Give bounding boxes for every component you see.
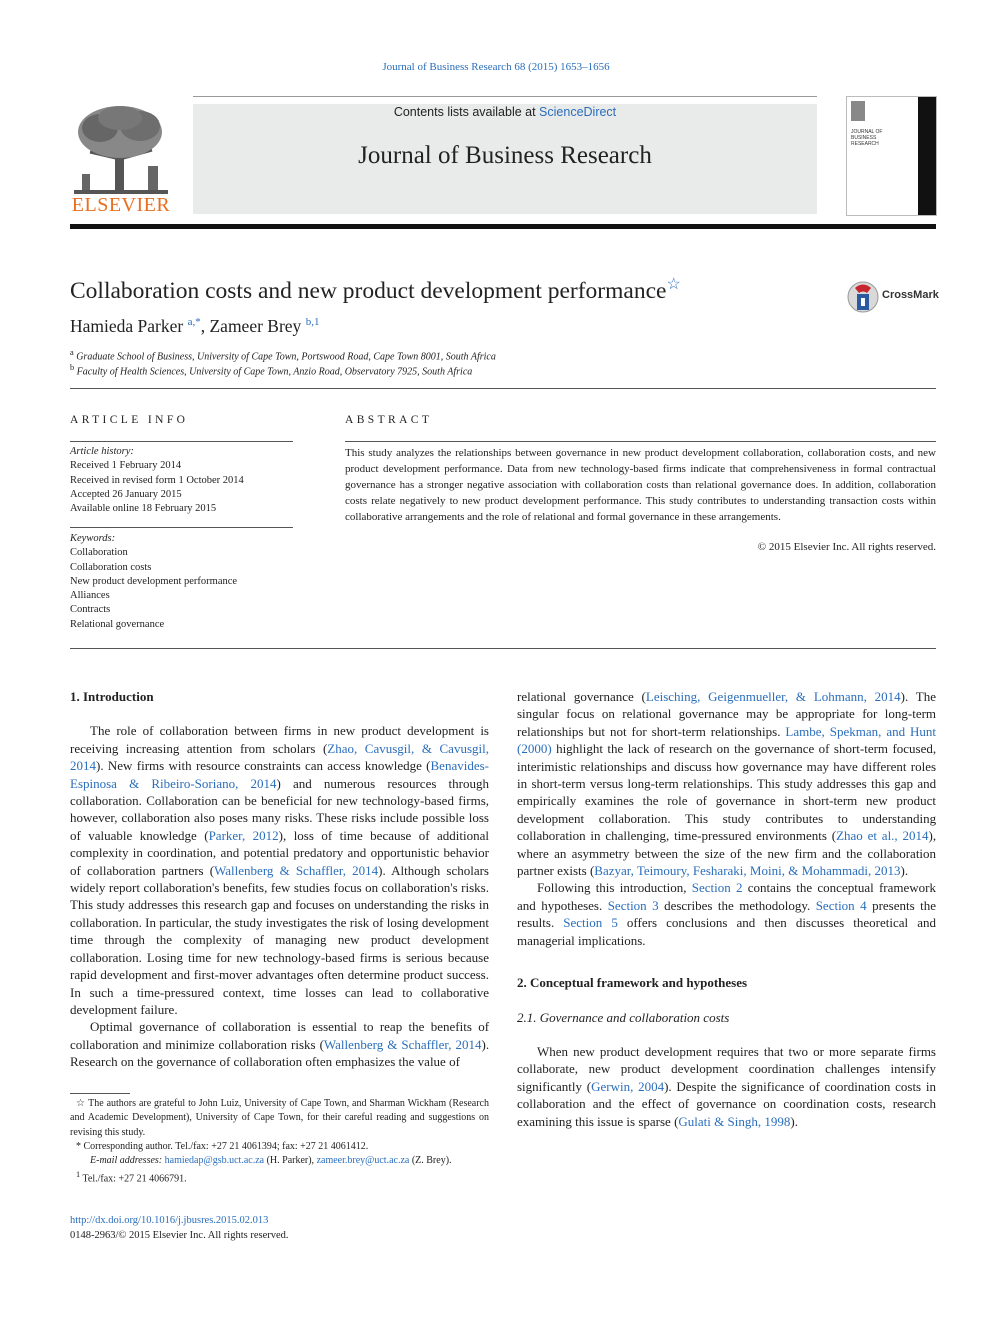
text-run <box>877 706 884 721</box>
text-run: governance <box>742 758 803 774</box>
text-run: collaboration. <box>598 810 671 826</box>
title-footnote-mark[interactable]: ☆ <box>666 276 681 293</box>
text-run: not <box>609 723 627 739</box>
abstract-copyright: © 2015 Elsevier Inc. All rights reserved. <box>757 541 936 553</box>
text-run: to <box>837 810 848 826</box>
section-heading: 1. Introduction <box>70 689 154 704</box>
text-run: of <box>219 1054 231 1070</box>
text-run: of <box>205 1019 217 1035</box>
text-run: collaboration <box>218 1036 288 1052</box>
body-paragraph <box>70 722 489 1018</box>
section-heading: 2. Conceptual framework and hypotheses <box>517 975 748 991</box>
text-run: contains the conceptual framework and hypotheses. <box>517 880 936 913</box>
keywords <box>70 532 293 632</box>
cover-strip <box>918 97 936 215</box>
journal-cover-thumbnail[interactable] <box>846 96 937 216</box>
text-run: describes the methodology. <box>658 897 816 913</box>
text-run: presents the results. <box>517 897 937 931</box>
citation-link[interactable]: 2014 <box>455 1036 482 1052</box>
citation-link[interactable]: Schaffler, <box>401 1036 452 1052</box>
spacer <box>517 992 936 1009</box>
text-run: Optimal <box>90 1019 133 1035</box>
contents-available-line <box>193 105 817 119</box>
text-run <box>671 706 678 721</box>
keywords-label: Keywords: <box>70 533 116 544</box>
sciencedirect-link[interactable]: ScienceDirect <box>539 105 617 119</box>
footnote <box>70 1168 489 1187</box>
text-run: the <box>398 1054 415 1070</box>
text-run: how <box>715 758 739 774</box>
text-run: research <box>668 741 713 757</box>
citation-link[interactable] <box>700 689 708 704</box>
elsevier-wordmark: ELSEVIER <box>71 194 171 216</box>
subsection-heading: 2.1. Governance and collaboration costs <box>517 1009 730 1025</box>
text-run: governance <box>573 689 634 704</box>
text-run: When new product development requires that two or more separate firms collaborate, new product development coordination challenges intensify significantly ( <box>517 1043 936 1094</box>
text-run: firm <box>794 845 817 861</box>
text-run: asymmetry <box>571 845 630 861</box>
citation-link[interactable]: & <box>788 863 799 879</box>
abstract-heading: ABSTRACT <box>345 414 433 426</box>
text-run: study <box>722 810 751 826</box>
spacer <box>70 705 489 722</box>
text-run: time-pressured <box>674 828 752 844</box>
keyword: Relational governance <box>70 618 165 630</box>
footnote-emails <box>70 1154 489 1168</box>
text-run: short-term <box>833 741 889 757</box>
email-owner: (Z. Brey). <box>409 1155 452 1167</box>
text-run <box>671 811 685 826</box>
text-run: This <box>756 776 781 792</box>
citation-link[interactable] <box>788 689 796 704</box>
text-run: The <box>915 689 936 704</box>
text-run: ). <box>481 1036 490 1052</box>
text-run: long-term <box>884 706 937 722</box>
footnotes <box>70 1097 489 1187</box>
text-run: ( <box>319 1036 324 1052</box>
text-run: in <box>590 828 601 844</box>
text-run: for <box>862 706 878 722</box>
text-run: be <box>775 706 789 722</box>
article-history <box>70 445 293 516</box>
text-run: often <box>305 1054 333 1070</box>
body-paragraph <box>517 879 936 949</box>
body-column-left <box>70 688 489 1071</box>
text-run: singular <box>517 706 559 722</box>
citation-link[interactable]: and <box>886 723 906 739</box>
text-run: governance <box>138 1019 199 1035</box>
text-run: empirically <box>517 793 577 809</box>
author-affil-mark[interactable]: b,1 <box>305 316 320 329</box>
text-run <box>634 793 643 808</box>
citation-link[interactable]: Zhao <box>836 828 863 844</box>
citation-link[interactable]: Bazyar, <box>594 863 634 879</box>
divider <box>70 441 293 442</box>
text-run: of <box>730 845 741 861</box>
text-run: gap <box>894 776 914 792</box>
text-run <box>708 811 723 826</box>
tree-icon <box>70 104 172 196</box>
citation-link[interactable]: et <box>867 828 877 844</box>
text-run: ) and numerous resources through collaboration. Collaboration can be beneficial for new technology-based firms, however, collaboration also poses many risks. These risks include possible loss of valuable knowledge ( <box>70 775 489 843</box>
text-run: size <box>704 845 725 861</box>
text-run <box>888 793 897 808</box>
author-list <box>70 316 319 337</box>
footnote-text: Tel./fax: +27 21 4066791. <box>82 1173 187 1185</box>
article-title-text: Collaboration costs and new product development performance <box>70 277 667 304</box>
text-run <box>776 793 785 808</box>
text-run: focus <box>566 706 595 722</box>
affiliation <box>70 348 496 362</box>
text-run: reap <box>379 1019 403 1035</box>
text-run: understanding <box>862 810 937 826</box>
text-run: highlight <box>556 741 604 757</box>
citation-link[interactable]: & <box>387 1036 398 1052</box>
text-run <box>823 811 838 826</box>
text-run: addresses <box>816 776 867 792</box>
history-item: Accepted 26 January 2015 <box>70 488 182 500</box>
divider <box>70 527 293 528</box>
text-run: and <box>142 1036 162 1052</box>
text-run: role <box>667 793 688 809</box>
citation-link[interactable]: (2000) <box>517 741 552 757</box>
citation-link[interactable]: Wallenberg & Schaffler, 2014 <box>214 862 379 878</box>
text-run: new <box>865 793 888 809</box>
text-run: challenging, <box>605 828 670 844</box>
text-run: new <box>767 845 790 861</box>
text-run: ( <box>831 828 837 844</box>
citation-link[interactable]: Gulati & Singh, 1998 <box>678 1113 791 1129</box>
citation-link[interactable]: Wallenberg <box>323 1036 384 1052</box>
text-run: roles <box>910 758 937 774</box>
doi-link-container[interactable] <box>70 1215 268 1226</box>
text-run: value <box>417 1054 446 1070</box>
text-run: lack <box>627 741 650 757</box>
text-run: to <box>363 1019 374 1035</box>
affiliation-text: Graduate School of Business, University of Cape Town, Portswood Road, Cape Town 8001, South Africa <box>76 351 496 363</box>
text-run: partner <box>517 863 554 879</box>
text-run: relational <box>517 689 567 704</box>
keyword: Collaboration costs <box>70 561 152 573</box>
text-run: product <box>896 793 937 809</box>
text-run <box>908 689 916 704</box>
citation-link[interactable]: Journal of Business Research 68 (2015) 1653–1656 <box>382 61 610 73</box>
divider <box>345 441 936 442</box>
text-run: have <box>833 758 858 774</box>
text-run <box>659 793 668 808</box>
history-item: Received 1 February 2014 <box>70 460 182 472</box>
citation-link[interactable]: Spekman, <box>829 723 882 739</box>
text-run: different <box>862 758 907 774</box>
text-run: collaboration <box>517 828 586 844</box>
email-owner: (H. Parker), <box>264 1155 317 1167</box>
text-run: ( <box>589 863 595 879</box>
author-separator: , <box>200 316 210 336</box>
abstract-text: This study analyzes the relationships between governance in new product development collaboration, collaboration costs, and new product development performance. Data from new technology-based firms indicate that comprehensiveness in formal contractual governance has a stronger negative association with collaboration costs than relational governance does. In addition, collaboration costs relate negatively to new product development performance. This study contributes to understanding transaction costs within collaborative arrangements and the role of relational and formal governance in these arrangements. <box>345 447 936 524</box>
citation-link[interactable]: 2014 <box>874 689 901 704</box>
text-run <box>848 811 863 826</box>
text-run: relationships <box>580 758 647 774</box>
text-run: collaboration <box>70 1036 139 1052</box>
divider <box>70 388 936 389</box>
citation-link[interactable]: Fesharaki, <box>692 863 747 879</box>
affiliation-mark: b <box>70 363 75 372</box>
footnote-text: The authors are grateful to John Luiz, University of Cape Town, and Sharman Wickham (Research and Academic Development), University of Cape Town, for their careful reading and suggestions on revising this study. <box>70 1098 489 1138</box>
crossmark-label[interactable]: CrossMark <box>882 289 939 301</box>
text-run <box>594 706 601 721</box>
text-run: and <box>917 776 937 792</box>
citation-link[interactable]: & <box>795 689 807 704</box>
citation-link[interactable]: Section 3 <box>607 897 659 913</box>
divider <box>70 648 936 649</box>
text-run: governance <box>156 1054 217 1070</box>
text-run: the <box>734 741 750 757</box>
text-run: essential <box>312 1019 358 1035</box>
body-column-right <box>517 688 936 1130</box>
text-run: relational <box>622 706 672 722</box>
text-run: development <box>517 810 585 826</box>
text-run: the <box>846 845 863 861</box>
text-run <box>794 793 803 808</box>
text-run: is <box>297 1019 306 1035</box>
citation-link[interactable]: Parker, 2012 <box>208 827 279 843</box>
text-run: the <box>408 1019 425 1035</box>
text-run: in <box>517 776 528 792</box>
text-run: ). New firms with resource constraints can access knowledge ( <box>96 758 431 774</box>
text-run: ), <box>928 828 937 844</box>
citation-link[interactable]: 2013 <box>874 863 901 879</box>
text-run: ). <box>790 1113 798 1129</box>
text-run <box>576 793 585 808</box>
footnote-text: Corresponding author. Tel./fax: +27 21 4061394; fax: +27 21 4061412. <box>83 1140 369 1152</box>
footnote-mark: ☆ <box>76 1098 86 1109</box>
text-run <box>687 793 696 808</box>
citation-link[interactable]: Hunt <box>910 723 937 739</box>
text-run <box>788 706 795 721</box>
text-run: may <box>806 758 830 774</box>
text-run: ), loss of time because of additional complexity in coordination, and potential predatory and opportunistic behavior of collaboration partners ( <box>70 827 490 878</box>
citation-link[interactable]: 2014 <box>902 828 929 844</box>
text-run: the <box>642 793 659 809</box>
email-link[interactable]: zameer.brey@uct.ac.za <box>316 1155 410 1167</box>
footnote-mark: * <box>76 1140 81 1152</box>
text-run: ( <box>641 689 646 704</box>
text-run: where <box>517 845 549 861</box>
text-run: ). <box>900 689 909 704</box>
citation-link[interactable]: Section 2 <box>691 880 743 896</box>
text-run: this <box>871 776 890 792</box>
text-run <box>739 706 746 721</box>
text-run: the <box>683 845 700 861</box>
citation-link[interactable] <box>806 689 814 704</box>
text-run: short-term <box>651 723 706 739</box>
text-run: collaboration <box>867 845 937 861</box>
body-paragraph <box>70 1018 489 1070</box>
citation-link[interactable]: Benavides-Espinosa & Ribeiro-Soriano, 2014 <box>70 758 489 791</box>
text-run: the <box>137 1054 154 1070</box>
text-run: but <box>588 723 606 739</box>
affiliation-mark: a <box>70 348 74 357</box>
citation-link[interactable] <box>867 689 875 704</box>
text-run: relationships. <box>710 723 781 739</box>
text-run: of <box>653 741 665 757</box>
history-label: Article history: <box>70 446 134 457</box>
text-run <box>707 793 716 808</box>
header-top-line <box>193 96 817 97</box>
text-run: benefits <box>430 1019 472 1035</box>
text-run: Research <box>70 1054 118 1070</box>
affiliation-text: Faculty of Health Sciences, University of Cape Town, Anzio Road, Observatory 7925, South Africa <box>76 366 473 378</box>
spacer <box>517 949 936 974</box>
text-run: This <box>684 810 709 826</box>
citation-link[interactable]: Lambe, <box>785 723 825 739</box>
text-run: study <box>784 776 813 792</box>
citation-link[interactable]: al., <box>881 828 898 844</box>
text-run: the <box>746 845 763 861</box>
author-name: Hamieda Parker <box>70 316 184 336</box>
text-run: for <box>631 723 647 739</box>
text-run <box>584 811 599 826</box>
citation-link[interactable]: Section 5 <box>563 915 618 931</box>
text-run: governance <box>678 706 739 722</box>
journal-name[interactable]: Journal of Business Research <box>358 142 652 169</box>
text-run: the <box>607 741 624 757</box>
text-run: on <box>601 706 615 722</box>
text-run: appropriate <box>795 706 855 722</box>
text-run: relationships <box>517 723 584 739</box>
citation-link[interactable]: Leisching, <box>645 689 701 704</box>
text-run: on <box>716 741 730 757</box>
text-run: and <box>822 845 841 861</box>
text-run: minimize <box>165 1036 215 1052</box>
email-link[interactable]: hamiedap@gsb.uct.ac.za <box>164 1155 265 1167</box>
text-run: in <box>784 793 795 809</box>
crossmark-badge[interactable] <box>846 280 880 319</box>
text-run: on <box>120 1054 134 1070</box>
keyword: New product development performance <box>70 575 238 587</box>
cover-title: JOURNAL OF BUSINESS RESEARCH <box>851 129 883 147</box>
text-run <box>634 689 642 704</box>
article-info-heading: ARTICLE INFO <box>70 414 189 426</box>
affiliation <box>70 363 472 377</box>
corresponding-mark[interactable]: * <box>195 316 201 329</box>
text-run: short-term <box>803 793 858 809</box>
text-run: interimistic <box>517 758 577 774</box>
history-item: Received in revised form 1 October 2014 <box>70 474 244 486</box>
text-run: governance <box>715 793 776 809</box>
text-run <box>769 706 776 721</box>
text-run: versus <box>589 776 624 792</box>
text-run: an <box>554 845 567 861</box>
author-affil-mark[interactable]: a, <box>187 316 196 329</box>
article-title <box>70 274 681 305</box>
text-run: Following this introduction, <box>537 880 692 896</box>
text-run: contributes <box>765 810 824 826</box>
body-paragraph <box>517 1043 936 1130</box>
citation-link[interactable]: Lohmann, <box>813 689 867 704</box>
citation-link[interactable]: Zhao, Cavusgil, & Cavusgil, 2014 <box>70 740 489 774</box>
footnote-mark: 1 <box>76 1170 81 1180</box>
text-run: may <box>746 706 769 722</box>
citation-link[interactable]: Section 4 <box>815 897 867 913</box>
journal-citation[interactable] <box>0 61 992 73</box>
text-run: between <box>634 845 679 861</box>
text-run: discuss <box>674 758 712 774</box>
email-label: E-mail addresses: <box>90 1155 163 1167</box>
text-run: relationships. <box>683 776 753 792</box>
citation-link[interactable]: Gerwin, 2004 <box>591 1078 665 1094</box>
text-run: ). Despite the significance of coordination costs in collaboration and the effect of governance on coordination costs, research examining this issue is sparse ( <box>517 1078 936 1129</box>
text-run: examines <box>584 793 634 809</box>
text-run: of <box>696 793 707 809</box>
text-run: emphasizes <box>335 1054 396 1070</box>
contents-prefix: Contents lists available at <box>393 105 540 119</box>
text-run: long-term <box>627 776 679 792</box>
citation-link[interactable]: Teimoury, <box>636 863 690 879</box>
cover-emblem <box>851 101 865 121</box>
citation-link[interactable]: Moini, <box>749 863 785 879</box>
text-run: governance <box>754 741 815 757</box>
text-run: of <box>818 741 830 757</box>
footnote-rule <box>70 1093 130 1094</box>
text-run: short-term <box>531 776 586 792</box>
spacer <box>517 1026 936 1043</box>
text-run: offers conclusions and then discusses theoretical and managerial implications. <box>517 915 936 948</box>
header-rule <box>70 224 936 229</box>
citation-link[interactable]: Mohammadi, <box>801 863 872 879</box>
crossmark-icon <box>846 280 880 314</box>
text-run: of <box>449 1054 460 1070</box>
text-run: collaboration <box>233 1054 303 1070</box>
doi-link[interactable]: http://dx.doi.org/10.1016/j.jbusres.2015.02.013 <box>70 1215 269 1226</box>
footnote <box>70 1140 489 1154</box>
text-run: risks <box>291 1036 316 1052</box>
keyword: Contracts <box>70 604 111 616</box>
keyword: Alliances <box>70 590 110 602</box>
text-run: The role of collaboration between firms in new product development is receiving increasing attention from scholars ( <box>70 723 489 756</box>
issn-line: 0148-2963/© 2015 Elsevier Inc. All rights reserved. <box>70 1230 289 1241</box>
author-name: Zameer Brey <box>209 316 302 336</box>
text-run: of <box>478 1019 490 1035</box>
text-run <box>751 811 766 826</box>
text-run: collaboration <box>222 1019 291 1035</box>
text-run: environments <box>756 828 827 844</box>
keyword: Collaboration <box>70 547 128 559</box>
text-run: ). <box>900 863 909 879</box>
text-run: and <box>651 758 670 774</box>
body-paragraph-continued <box>517 688 936 879</box>
citation-link[interactable]: Geigenmueller, <box>708 689 789 704</box>
footnote <box>70 1097 489 1140</box>
text-run: ). Although scholars widely report collaboration's benefits, few studies focus on collaboration's risks. This study addresses this research gap and focuses on understanding the risks in collaboration. In particular, the study investigates the risk of losing development time through the complexity of managing new product development collaboration. Losing time for new technology-based firms is serious because rapid development and first-mover advantages often determine product success. In such a time-pressured context, time losses can lead to collaborative development failure. <box>70 862 489 1017</box>
text-run: focused, <box>892 741 937 757</box>
text-run <box>857 793 866 808</box>
text-run <box>566 689 574 704</box>
history-item: Available online 18 February 2015 <box>70 503 217 515</box>
text-run: exists <box>557 863 587 879</box>
